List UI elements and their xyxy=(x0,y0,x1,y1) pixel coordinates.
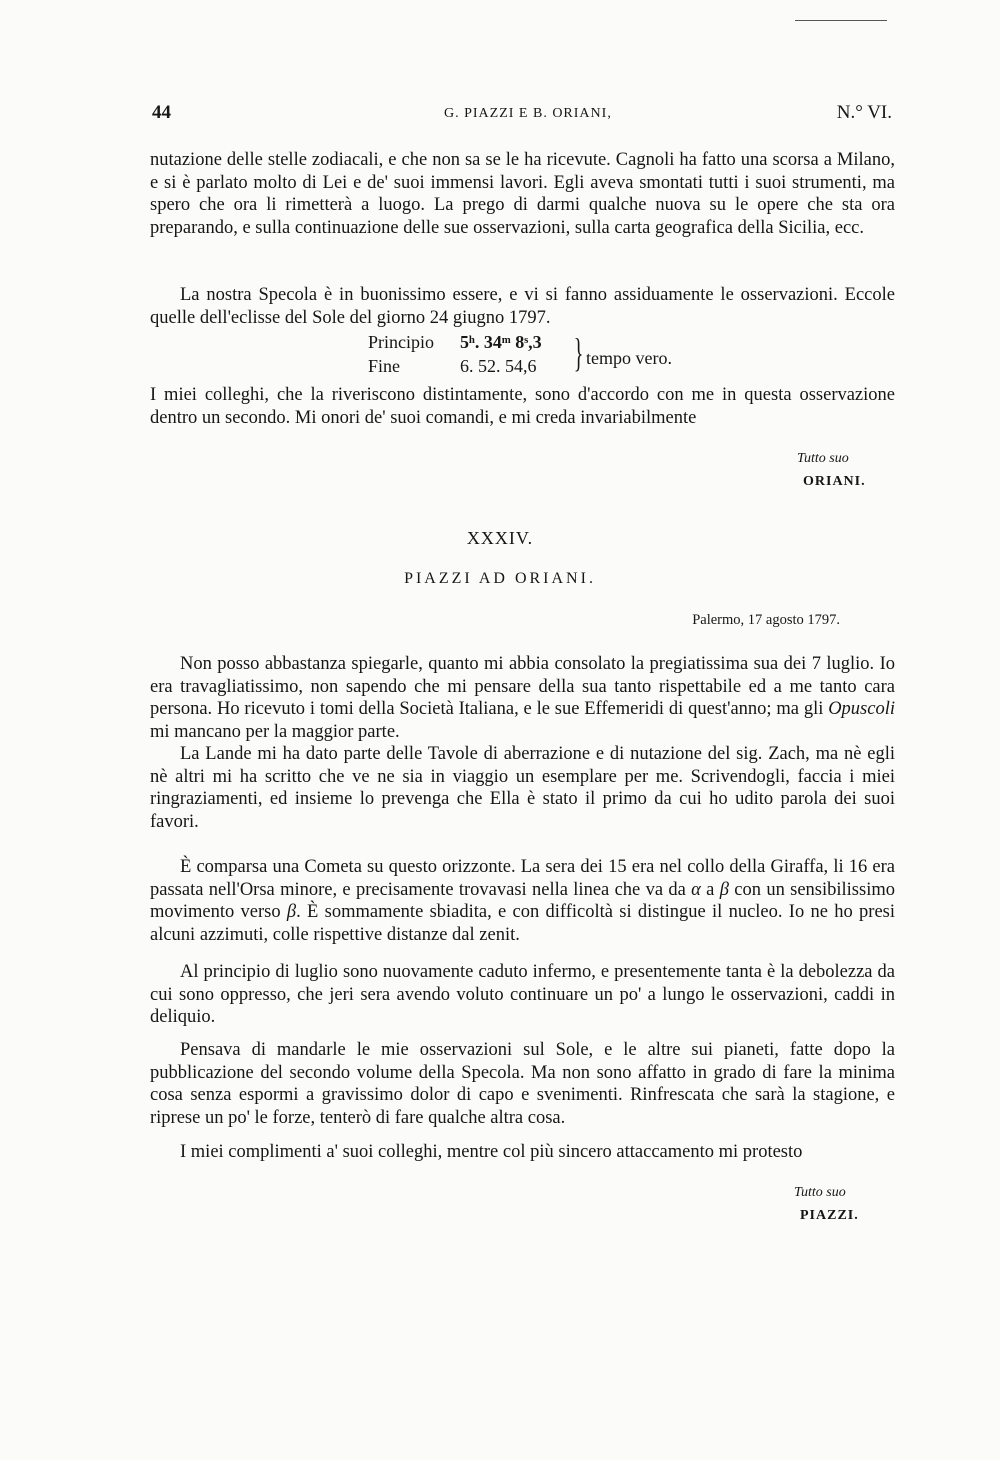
running-head: G. PIAZZI E B. ORIANI, xyxy=(444,106,612,121)
text-run: Non posso abbastanza spiegarle, quanto mi abbia consolato la pregiatissima sua dei 7 luglio. Io era travagliatissimo, non sapendo che mi pensare della sua tanto rispettabile ed a me tanto cara persona. Ho ricevuto i tomi della Società Italiana, e le sue Effemeridi di quest'anno; ma gli xyxy=(150,654,895,719)
letter1-signature: ORIANI. xyxy=(803,474,866,489)
letter2-paragraph-2: La Lande mi ha dato parte delle Tavole di aberrazione e di nutazione del sig. Zach, ma nè egli nè altri mi ha scritto che ve ne sia in viaggio un esemplare per me. Scrivendogli, faccia i miei ringraziamenti, ed insieme lo prevenga che Ella è stato il primo da cui ho udito parola dei suoi favori. xyxy=(150,744,895,832)
letter1-paragraph-2: La nostra Specola è in buonissimo essere, e vi si fanno assiduamente le osservazioni. Eccole quelle dell'eclisse del Sole del giorno 24 giugno 1797. xyxy=(150,285,895,328)
letter2-closing: Tutto suo xyxy=(794,1185,846,1200)
letter1-paragraph-1: nutazione delle stelle zodiacali, e che non sa se le ha ricevute. Cagnoli ha fatto una scorsa a Milano, e si è parlato molto di Lei e de' suoi immensi lavori. Egli aveva smontati tutti i suoi strumenti, ma spero che ora li rimetterà a luogo. La prego di darmi qualche nuova su le opere che sta ora preparando, e sulla continuazione delle sue osservazioni, sulla carta geografica della Sicilia, ecc. xyxy=(150,150,895,238)
principio-label: Principio xyxy=(368,332,434,352)
fine-value: 6. 52. 54,6 xyxy=(460,356,537,376)
volume-number: N.° VI. xyxy=(836,102,892,123)
letter-date: Palermo, 17 agosto 1797. xyxy=(692,612,840,628)
page-header xyxy=(152,102,892,132)
tempo-vero-note: tempo vero. xyxy=(586,348,672,368)
opuscoli-italic: Opuscoli xyxy=(828,699,895,719)
top-rule xyxy=(795,20,887,21)
text-run: mi mancano per la maggior parte. xyxy=(150,721,400,742)
alpha-symbol: α xyxy=(691,879,701,900)
brace-glyph: } xyxy=(573,330,584,375)
principio-value: 5ʰ. 34ᵐ 8ˢ,3 xyxy=(460,332,542,352)
beta-symbol: β xyxy=(719,879,729,900)
letter2-paragraph-5: Pensava di mandarle le mie osservazioni sul Sole, e le altre sui pianeti, fatte dopo la pubblicazione del secondo volume della Specola. Ma non sono affatto in grado di fare la minima cosa senza espormi a gravissimo dolor di capo e svenimenti. Rinfrescata che sarà la stagione, e riprese un po' le forze, tenterò di fare qualche altra cosa. xyxy=(150,1040,895,1128)
letter1-closing: Tutto suo xyxy=(797,451,849,466)
beta-symbol: β xyxy=(286,902,297,922)
letter2-paragraph-4: Al principio di luglio sono nuovamente caduto infermo, e presentemente tanta è la debolezza da cui sono oppresso, che jeri sera avendo voluto continuare un po' a lungo le osservazioni, caddi in deliquio. xyxy=(150,962,895,1027)
page-number: 44 xyxy=(152,102,171,123)
letter2-signature: PIAZZI. xyxy=(800,1208,859,1223)
letter-title: PIAZZI AD ORIANI. xyxy=(404,570,596,587)
letter2-paragraph-1 xyxy=(150,653,895,743)
text-run: È comparsa una Cometa su questo orizzonte. La sera dei 15 era nel collo della Giraffa, li 16 era passata nell'Orsa minore, e precisamente trovavasi nella linea che va da xyxy=(150,857,895,900)
letter2-paragraph-3 xyxy=(150,856,895,946)
letter-number: XXXIV. xyxy=(466,528,534,548)
fine-label: Fine xyxy=(368,356,401,376)
text-run: con un sensibilissimo movimento verso xyxy=(150,879,895,922)
text-run: . È sommamente sbiadita, e con difficoltà si distingue il nucleo. Io ne ho presi alcuni azzimuti, colle rispettive distanze dal zenit. xyxy=(150,902,895,945)
letter2-paragraph-6: I miei complimenti a' suoi colleghi, mentre col più sincero attaccamento mi protesto xyxy=(180,1142,803,1162)
letter1-paragraph-3: I miei colleghi, che la riveriscono distintamente, sono d'accordo con me in questa osservazione dentro un secondo. Mi onori de' suoi comandi, e mi creda invariabilmente xyxy=(150,385,895,428)
text-run: a xyxy=(700,879,720,900)
